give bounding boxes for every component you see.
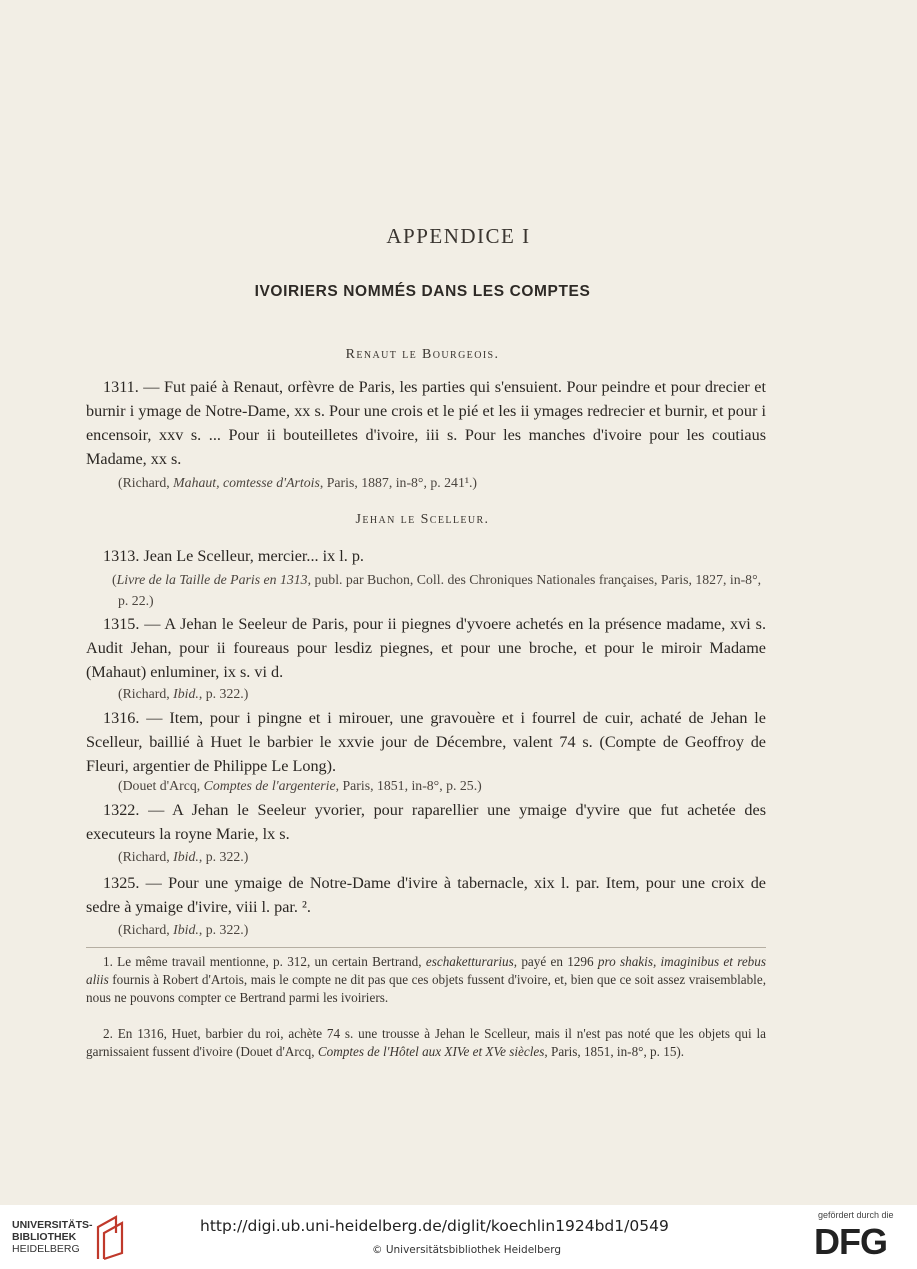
footnote-divider	[86, 947, 766, 948]
appendix-subtitle: IVOIRIERS NOMMÉS DANS LES COMPTES	[254, 283, 591, 300]
entry-paragraph: 1325. — Pour une ymaige de Notre-Dame d'ivire à tabernacle, xix l. par. Item, pour une croix de sedre à ymaige d'ivire, viii l. par. ².	[86, 874, 766, 916]
entry-reference: (Richard, Ibid., p. 322.)	[118, 849, 249, 864]
sponsor-caption: gefördert durch die	[818, 1210, 894, 1220]
entry-paragraph: 1311. — Fut paié à Renaut, orfèvre de Paris, les parties qui s'ensuient. Pour peindre et pour drecier et burnir i ymage de Notre-Dame, xx s. Pour une crois et le pié et les ii ymages redrecier et burnir, et pour i encensoir, xxv s. ... Pour ii bouteilletes d'ivoire, iii s. Pour les manches d'ivoire pour les coutiaus Madame, xx s.	[86, 378, 766, 468]
library-logo-text: UNIVERSITÄTS- BIBLIOTHEK HEIDELBERG	[12, 1219, 93, 1255]
library-emblem-icon	[94, 1213, 126, 1263]
source-url-link[interactable]: http://digi.ub.uni-heidelberg.de/diglit/koechlin1924bd1/0549	[200, 1217, 669, 1235]
entry-reference: (Livre de la Taille de Paris en 1313, publ. par Buchon, Coll. des Chroniques Nationales françaises, Paris, 1827, in-8°, p. 22.)	[112, 572, 762, 608]
entry-paragraph: 1315. — A Jehan le Seeleur de Paris, pour ii piegnes d'yvoere achetés en la présence madame, xvi s. Audit Jehan, pour ii foureaus pour lesdiz piegnes, et pour une broche, et pour le miroir Madame (Mahaut) enluminer, ix s. vi d.	[86, 615, 766, 681]
entry-reference: (Douet d'Arcq, Comptes de l'argenterie, Paris, 1851, in-8°, p. 25.)	[118, 778, 482, 793]
entry-paragraph: 1313. Jean Le Scelleur, mercier... ix l. p.	[103, 547, 364, 565]
entry-reference: (Richard, Ibid., p. 322.)	[118, 686, 249, 701]
footnote-2: 2. En 1316, Huet, barbier du roi, achète 74 s. une trousse à Jehan le Scelleur, mais il n'est pas noté que les objets qui la garnissaient fussent d'ivoire (Douet d'Arcq, Comptes de l'Hôtel aux XIVe et XVe siècles, Paris, 1851, in-8°, p. 15).	[86, 1026, 766, 1059]
section-heading-jehan: Jehan le Scelleur.	[355, 512, 490, 527]
digitization-footer	[0, 1205, 917, 1269]
section-heading-renaut: Renaut le Bourgeois.	[345, 347, 500, 362]
entry-reference: (Richard, Mahaut, comtesse d'Artois, Paris, 1887, in-8°, p. 241¹.)	[118, 475, 478, 490]
copyright-notice: © Universitätsbibliothek Heidelberg	[372, 1244, 562, 1256]
footnote-1: 1. Le même travail mentionne, p. 312, un certain Bertrand, eschaketturarius, payé en 1296 pro shakis, imaginibus et rebus aliis fournis à Robert d'Artois, mais le compte ne dit pas que ces objets fussent d'ivoire, et, bien que ce soit assez vraisemblable, nous ne pouvons compter ce Bertrand parmi les ivoiriers.	[86, 954, 767, 1005]
entry-paragraph: 1322. — A Jehan le Seeleur yvorier, pour raparellier une ymaige d'yvire que fut achetée des executeurs la royne Marie, lx s.	[86, 801, 766, 843]
appendix-title: APPENDICE I	[386, 224, 531, 248]
dfg-logo: DFG	[814, 1221, 887, 1262]
entry-paragraph: 1316. — Item, pour i pingne et i mirouer, une gravouère et i fourrel de cuir, achaté de Jehan le Scelleur, baillié à Huet le barbier le xxvie jour de Décembre, valent 74 s. (Compte de Geoffroy de Fleuri, argentier de Philippe Le Long).	[86, 709, 766, 775]
entry-reference: (Richard, Ibid., p. 322.)	[118, 922, 249, 937]
